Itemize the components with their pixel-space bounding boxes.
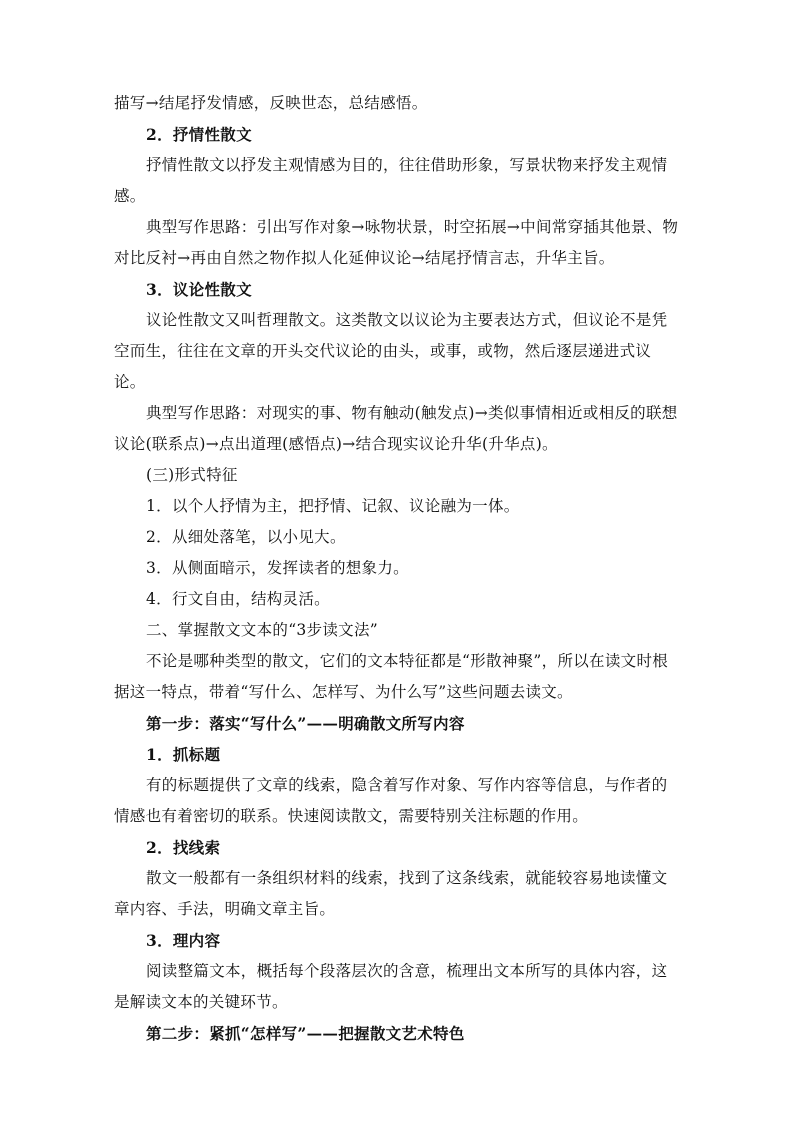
paragraph-argumentative-prose: 议论性散文又叫哲理散文。这类散文以议论为主要表达方式，但议论不是凭空而生，往往在文章的开头交代议论的由头，或事，或物，然后逐层递进式议论。 xyxy=(114,311,668,391)
heading-step-one: 第一步：落实“写什么”——明确散文所写内容 xyxy=(146,714,465,733)
paragraph-argumentative-writing-route: 典型写作思路：对现实的事、物有触动(触发点)→类似事情相近或相反的联想议论(联系点)→点出道理(感悟点)→结合现实议论升华(升华点)。 xyxy=(114,404,678,453)
paragraph-continuation: 描写→结尾抒发情感，反映世态，总结感悟。 xyxy=(114,94,428,112)
paragraph-reading-method: 不论是哪种类型的散文，它们的文本特征都是“形散神聚”，所以在读文时根据这一特点，带着“写什么、怎样写、为什么写”这些问题去读文。 xyxy=(114,652,669,701)
heading-sort-content: 3．理内容 xyxy=(146,931,221,950)
paragraph-lyric-prose: 抒情性散文以抒发主观情感为目的，往往借助形象，写景状物来抒发主观情感。 xyxy=(114,156,668,205)
heading-lyric-prose: 2．抒情性散文 xyxy=(146,125,252,144)
form-feature-1: 1．以个人抒情为主，把抒情、记叙、议论融为一体。 xyxy=(146,497,520,515)
form-feature-2: 2．从细处落笔，以小见大。 xyxy=(146,528,346,546)
paragraph-lyric-writing-route: 典型写作思路：引出写作对象→咏物状景，时空拓展→中间常穿插其他景、物对比反衬→再由自然之物作拟人化延伸议论→结尾抒情言志，升华主旨。 xyxy=(114,218,679,267)
form-feature-3: 3．从侧面暗示，发挥读者的想象力。 xyxy=(146,559,409,577)
heading-form-features: (三)形式特征 xyxy=(146,466,238,484)
paragraph-find-clue: 散文一般都有一条组织材料的线索，找到了这条线索，就能较容易地读懂文章内容、手法，明确文章主旨。 xyxy=(114,869,668,918)
heading-reading-method: 二、掌握散文文本的“3步读文法” xyxy=(146,621,379,639)
document-body xyxy=(114,88,682,1049)
heading-step-two: 第二步：紧抓“怎样写”——把握散文艺术特色 xyxy=(146,1024,465,1043)
heading-find-clue: 2．找线索 xyxy=(146,838,221,857)
form-feature-4: 4．行文自由，结构灵活。 xyxy=(146,590,330,608)
heading-grasp-title: 1．抓标题 xyxy=(146,745,221,764)
paragraph-sort-content: 阅读整篇文本，概括每个段落层次的含意，梳理出文本所写的具体内容，这是解读文本的关键环节。 xyxy=(114,962,668,1011)
paragraph-grasp-title: 有的标题提供了文章的线索，隐含着写作对象、写作内容等信息，与作者的情感也有着密切的联系。快速阅读散文，需要特别关注标题的作用。 xyxy=(114,776,668,825)
heading-argumentative-prose: 3．议论性散文 xyxy=(146,280,252,299)
